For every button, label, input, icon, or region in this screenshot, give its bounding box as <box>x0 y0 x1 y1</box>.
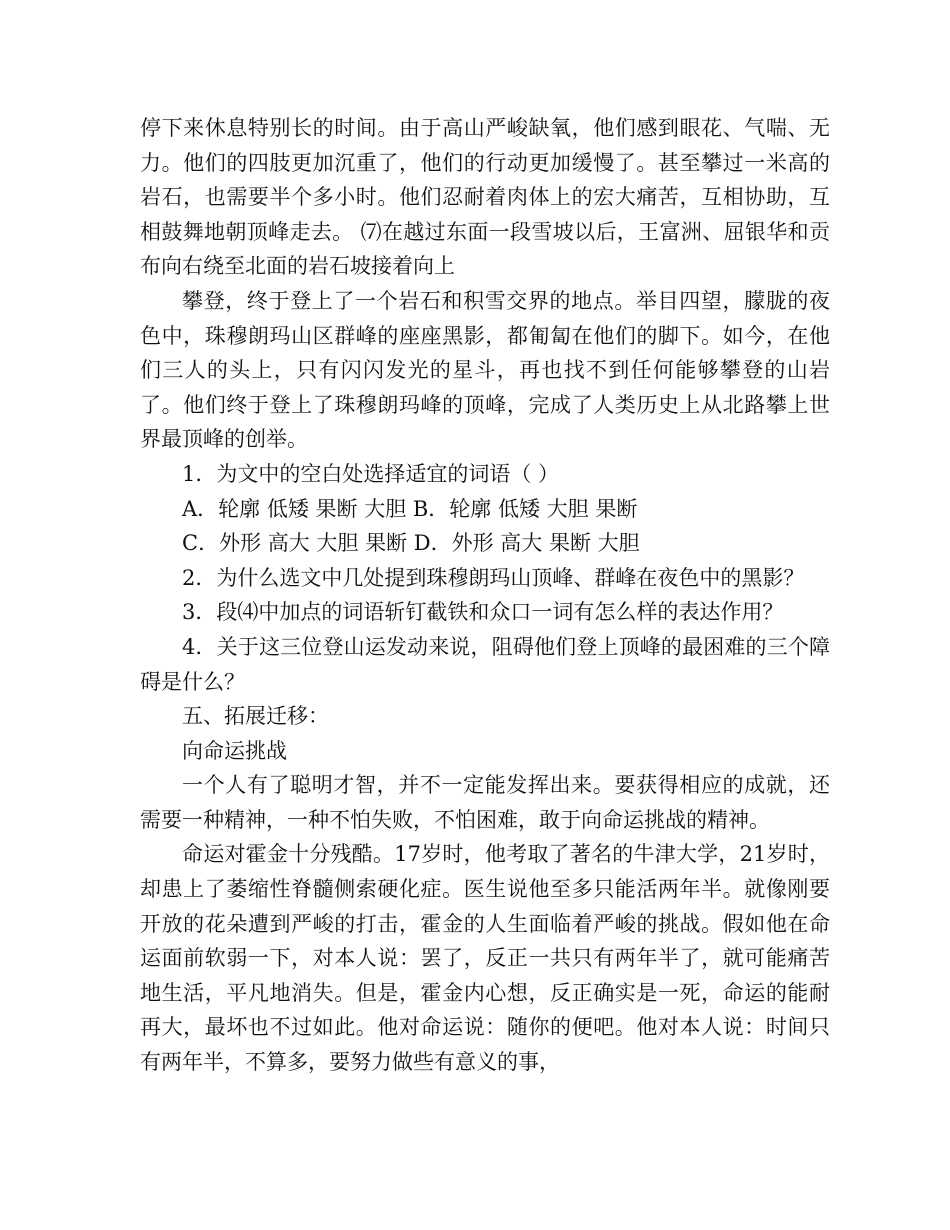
document-body <box>140 111 830 1080</box>
paragraph: 一个人有了聪明才智，并不一定能发挥出来。要获得相应的成就，还需要一种精神，一种不怕失败，不怕困难，敢于向命运挑战的精神。 <box>140 773 830 832</box>
question-1: 1．为文中的空白处选择适宜的词语（ ） <box>182 461 560 486</box>
question-4: 4．关于这三位登山运发动来说，阻碍他们登上顶峰的最困难的三个障碍是什么？ <box>140 634 830 694</box>
paragraph: 停下来休息特别长的时间。由于高山严峻缺氧，他们感到眼花、气喘、无力。他们的四肢更加沉重了，他们的行动更加缓慢了。甚至攀过一米高的岩石，也需要半个多小时。他们忍耐着肉体上的宏大痛苦，互相协助，互相鼓舞地朝顶峰走去。 ⑺在越过东面一段雪坡以后，王富洲、屈银华和贡布向右绕至北面的岩石坡接着向上 <box>140 116 830 279</box>
question-3: 3．段⑷中加点的词语斩钉截铁和众口一词有怎么样的表达作用？ <box>182 600 784 625</box>
paragraph: 命运对霍金十分残酷。17岁时，他考取了著名的牛津大学，21岁时，却患上了萎缩性脊髓侧索硬化症。医生说他至多只能活两年半。就像刚要开放的花朵遭到严峻的打击，霍金的人生面临着严峻的挑战。假如他在命运面前软弱一下，对本人说：罢了，反正一共只有两年半了，就可能痛苦地生活，平凡地消失。但是，霍金内心想，反正确实是一死，命运的能耐再大，最坏也不过如此。他对命运说：随你的便吧。他对本人说：时间只有两年半，不算多，要努力做些有意义的事， <box>140 842 830 1075</box>
option-a-b: A．轮廓 低矮 果断 大胆 B．轮廓 低矮 大胆 果断 <box>182 496 638 521</box>
option-c-d: C．外形 高大 大胆 果断 D．外形 高大 果断 大胆 <box>182 531 640 556</box>
paragraph: 攀登，终于登上了一个岩石和积雪交界的地点。举目四望，朦胧的夜色中，珠穆朗玛山区群峰的座座黑影，都匍匐在他们的脚下。如今，在他们三人的头上，只有闪闪发光的星斗，再也找不到任何能够攀登的山岩了。他们终于登上了珠穆朗玛峰的顶峰，完成了人类历史上从北路攀上世界最顶峰的创举。 <box>140 288 830 452</box>
essay-title: 向命运挑战 <box>182 738 287 763</box>
section-heading: 五、拓展迁移： <box>182 704 329 729</box>
question-2: 2．为什么选文中几处提到珠穆朗玛山顶峰、群峰在夜色中的黑影？ <box>182 565 805 590</box>
